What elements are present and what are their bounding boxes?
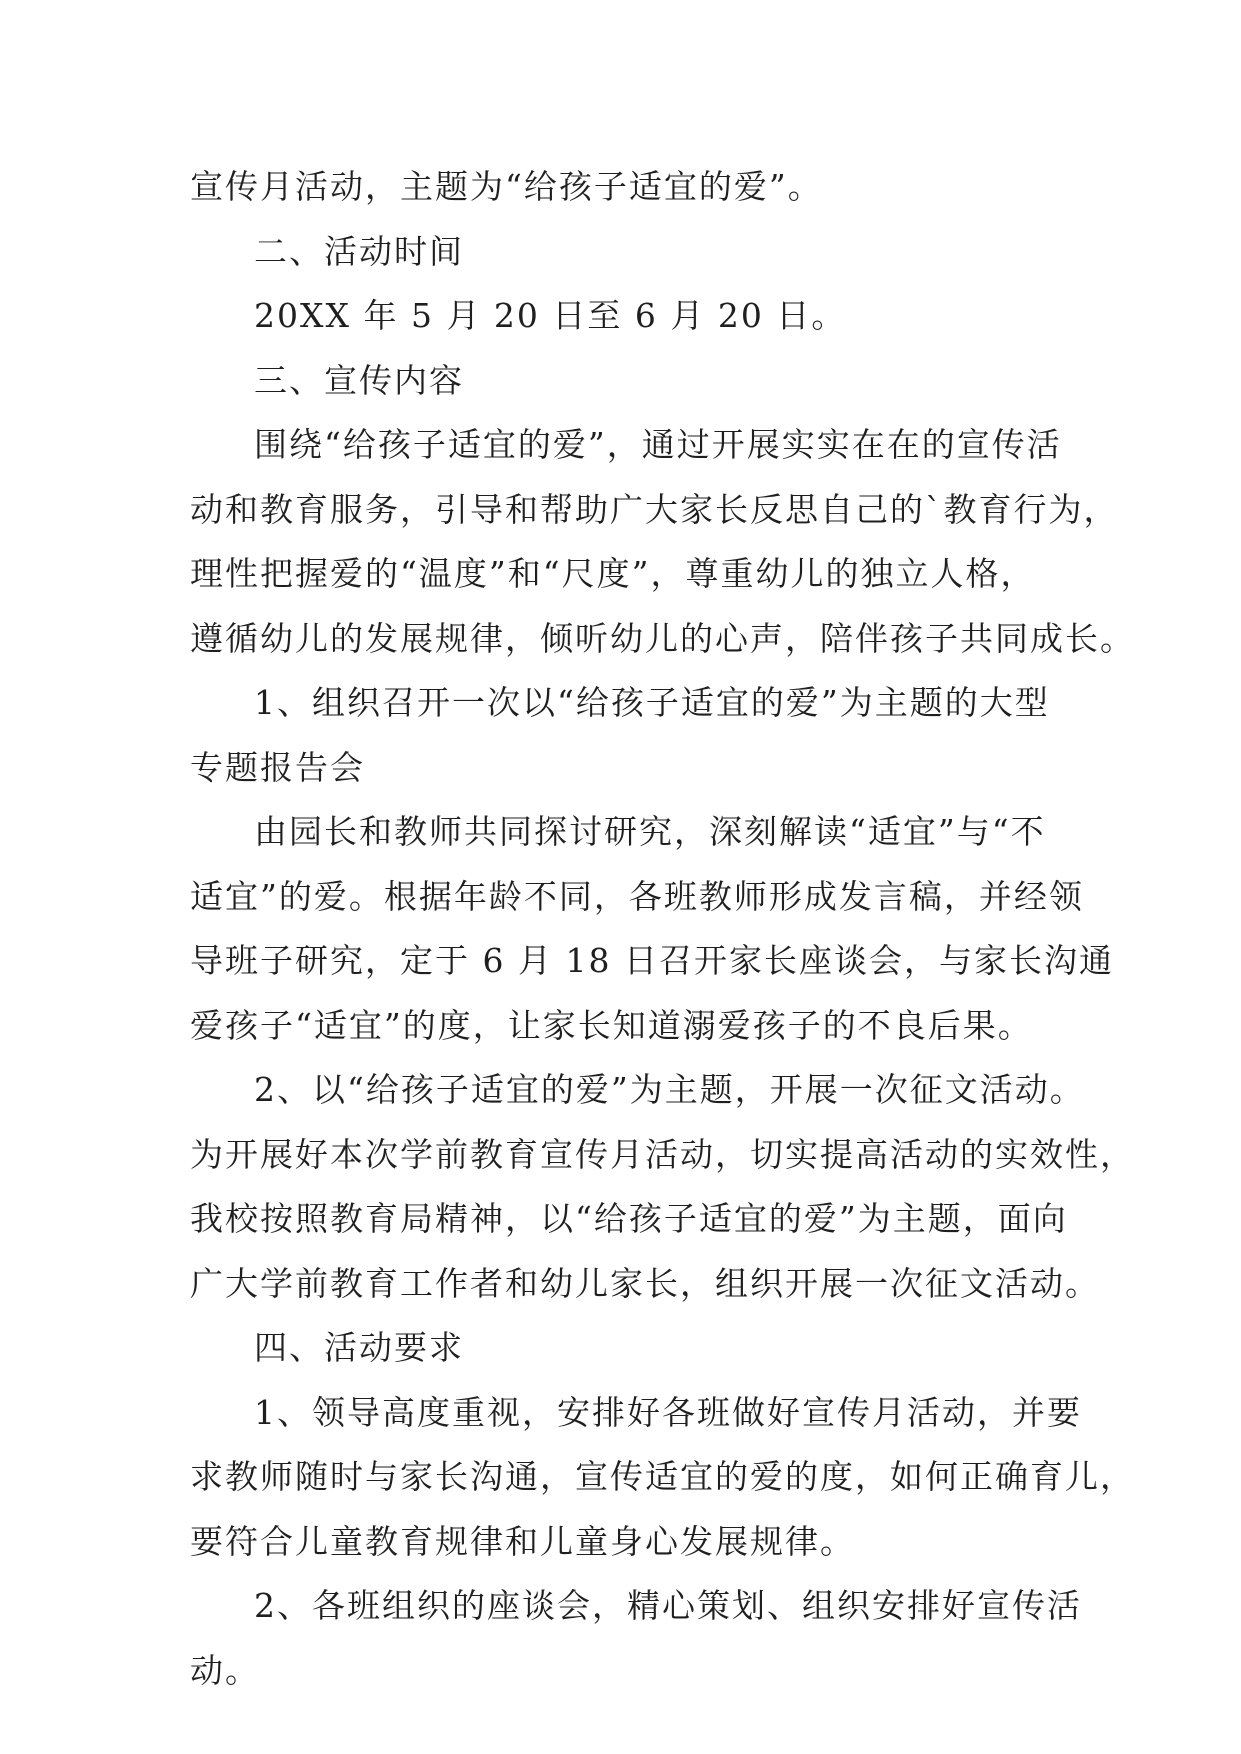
paragraph-line: 广大学前教育工作者和幼儿家长，组织开展一次征文活动。 [190,1263,1100,1303]
paragraph-line: 围绕“给孩子适宜的爱”，通过开展实实在在的宣传活 [254,425,1062,464]
requirement-item-1-line: 1、领导高度重视，安排好各班做好宣传月活动，并要 [254,1392,1082,1432]
section-heading-activity-time: 二、活动时间 [254,231,464,271]
paragraph-line: 导班子研究，定于 6 月 18 日召开家长座谈会，与家长沟通 [190,941,1114,980]
paragraph-line: 由园长和教师共同探讨研究，深刻解读“适宜”与“不 [254,812,1046,851]
section-heading-activity-requirements: 四、活动要求 [254,1328,464,1367]
paragraph-line: 适宜”的爱。根据年龄不同，各班教师形成发言稿，并经领 [190,876,1084,916]
requirement-item-1-line: 要符合儿童教育规律和儿童身心发展规律。 [190,1521,855,1561]
list-item-1-line: 1、组织召开一次以“给孩子适宜的爱”为主题的大型 [254,683,1050,722]
paragraph-line: 宣传月活动，主题为“给孩子适宜的爱”。 [190,167,823,206]
paragraph-line: 我校按照教育局精神，以“给孩子适宜的爱”为主题，面向 [190,1199,1068,1238]
requirement-item-2-line: 2、各班组织的座谈会，精心策划、组织安排好宣传活 [254,1586,1082,1625]
paragraph-line: 动和教育服务，引导和帮助广大家长反思自己的`教育行为， [190,489,1119,529]
section-heading-publicity-content: 三、宣传内容 [254,360,464,400]
activity-date-line: 20XX 年 5 月 20 日至 6 月 20 日。 [254,296,847,335]
document-body [190,155,1135,1703]
paragraph-line: 遵循幼儿的发展规律，倾听幼儿的心声，陪伴孩子共同成长。 [190,618,1135,658]
paragraph-line: 为开展好本次学前教育宣传月活动，切实提高活动的实效性， [190,1134,1135,1174]
requirement-item-2-line: 动。 [190,1650,260,1690]
paragraph-line: 爱孩子“适宜”的度，让家长知道溺爱孩子的不良后果。 [190,1005,1033,1045]
list-item-1-line: 专题报告会 [190,747,365,787]
list-item-2-line: 2、以“给孩子适宜的爱”为主题，开展一次征文活动。 [254,1070,1085,1109]
requirement-item-1-line: 求教师随时与家长沟通，宣传适宜的爱的度，如何正确育儿， [190,1457,1135,1496]
paragraph-line: 理性把握爱的“温度”和“尺度”，尊重幼儿的独立人格， [190,554,1036,593]
